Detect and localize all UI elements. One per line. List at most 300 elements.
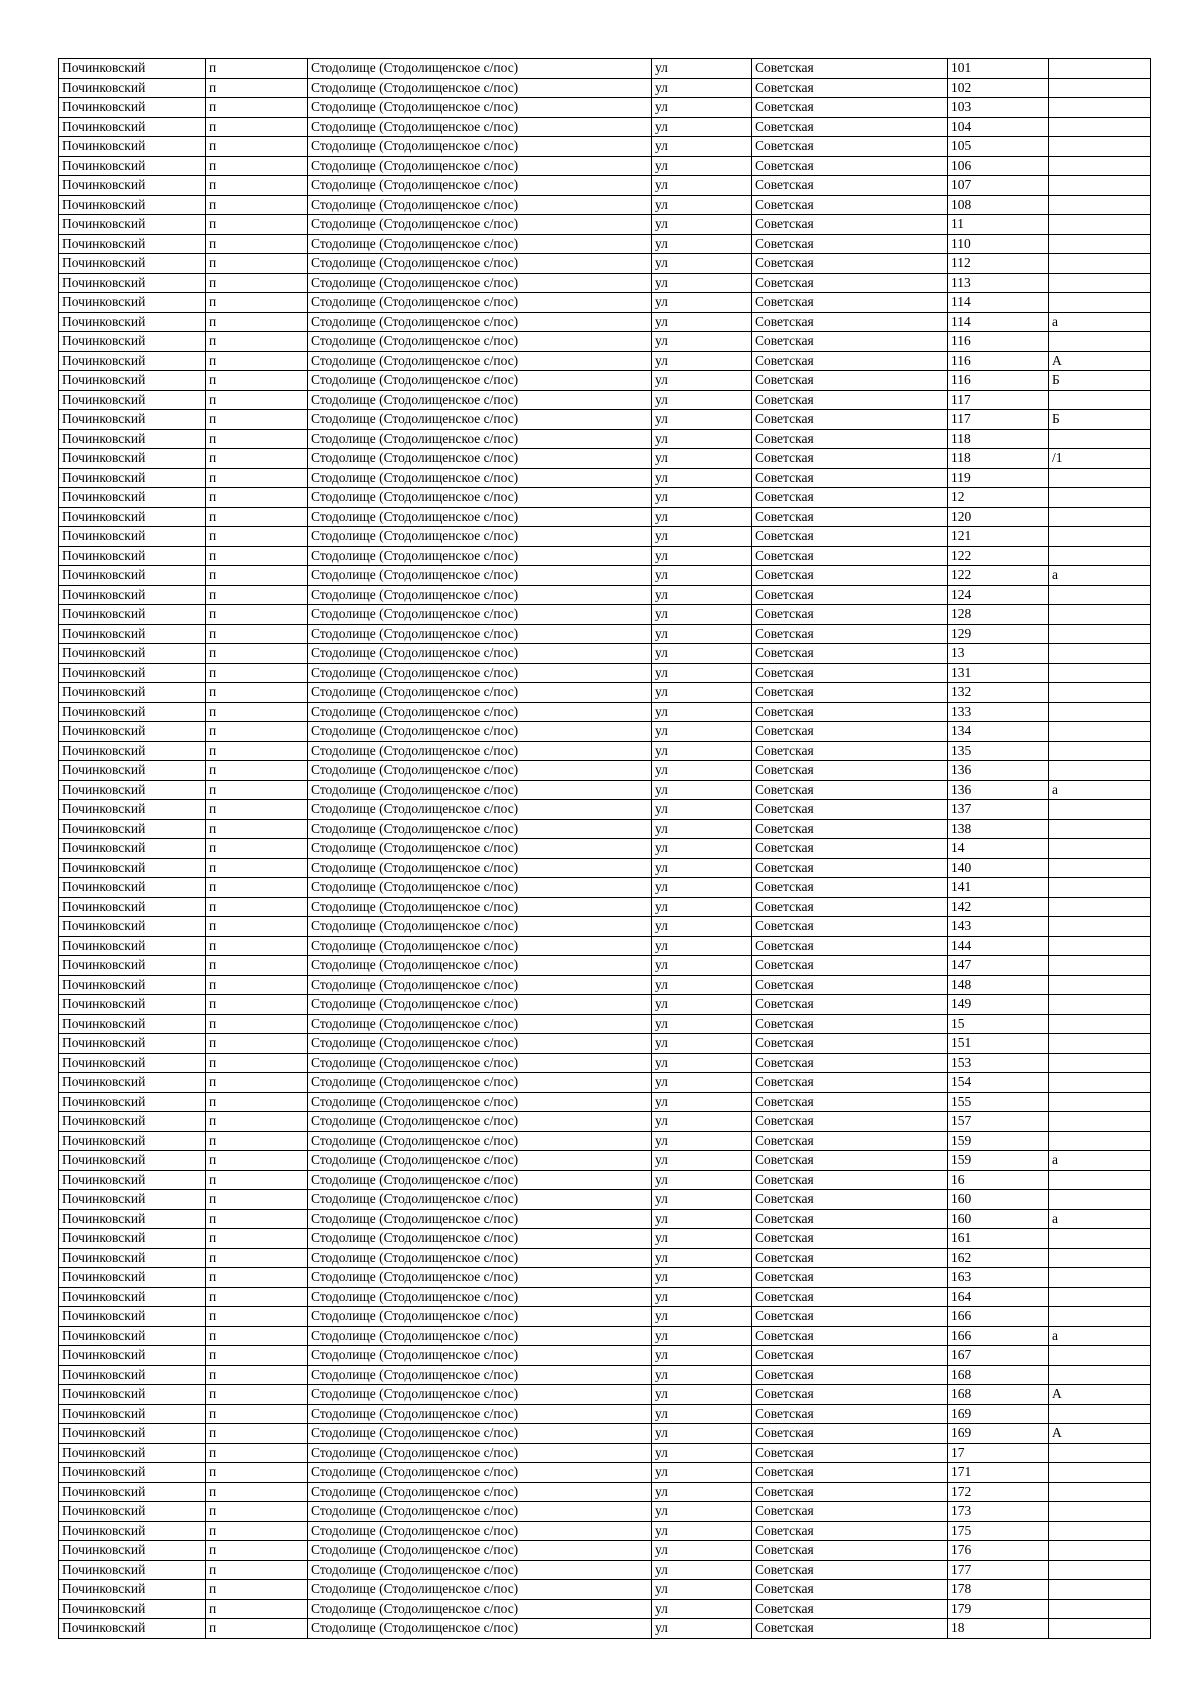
cell-house: 166	[948, 1326, 1049, 1346]
cell-letter	[1049, 995, 1151, 1015]
cell-street: Советская	[752, 1424, 948, 1444]
table-row	[59, 390, 1151, 410]
cell-street-type: ул	[652, 1287, 752, 1307]
cell-street-type: ул	[652, 1404, 752, 1424]
cell-letter	[1049, 741, 1151, 761]
cell-locality-type: п	[206, 1385, 308, 1405]
cell-district: Починковский	[59, 1229, 206, 1249]
cell-locality: Стодолище (Стодолищенское с/пос)	[308, 410, 652, 430]
cell-locality-type: п	[206, 1092, 308, 1112]
cell-street-type: ул	[652, 1541, 752, 1561]
cell-house: 140	[948, 858, 1049, 878]
cell-street: Советская	[752, 1560, 948, 1580]
cell-letter	[1049, 585, 1151, 605]
table-row	[59, 351, 1151, 371]
cell-district: Починковский	[59, 839, 206, 859]
cell-street-type: ул	[652, 351, 752, 371]
cell-letter	[1049, 429, 1151, 449]
table-row	[59, 1131, 1151, 1151]
cell-street-type: ул	[652, 1092, 752, 1112]
table-row	[59, 98, 1151, 118]
cell-street: Советская	[752, 1541, 948, 1561]
table-row	[59, 897, 1151, 917]
cell-locality-type: п	[206, 527, 308, 547]
cell-street: Советская	[752, 312, 948, 332]
cell-street-type: ул	[652, 1151, 752, 1171]
cell-letter: Б	[1049, 410, 1151, 430]
cell-street-type: ул	[652, 1463, 752, 1483]
cell-locality: Стодолище (Стодолищенское с/пос)	[308, 995, 652, 1015]
table-row	[59, 1229, 1151, 1249]
cell-district: Починковский	[59, 1404, 206, 1424]
table-row	[59, 839, 1151, 859]
cell-street: Советская	[752, 1385, 948, 1405]
cell-district: Починковский	[59, 332, 206, 352]
cell-house: 106	[948, 156, 1049, 176]
cell-locality: Стодолище (Стодолищенское с/пос)	[308, 332, 652, 352]
cell-district: Починковский	[59, 1092, 206, 1112]
cell-street: Советская	[752, 1346, 948, 1366]
cell-district: Починковский	[59, 195, 206, 215]
cell-district: Починковский	[59, 254, 206, 274]
cell-street-type: ул	[652, 566, 752, 586]
cell-house: 129	[948, 624, 1049, 644]
cell-locality: Стодолище (Стодолищенское с/пос)	[308, 273, 652, 293]
table-row	[59, 1014, 1151, 1034]
cell-street-type: ул	[652, 1619, 752, 1639]
cell-house: 169	[948, 1404, 1049, 1424]
cell-district: Починковский	[59, 1560, 206, 1580]
cell-locality: Стодолище (Стодолищенское с/пос)	[308, 546, 652, 566]
table-row	[59, 176, 1151, 196]
table-row	[59, 1541, 1151, 1561]
cell-letter	[1049, 819, 1151, 839]
cell-street-type: ул	[652, 215, 752, 235]
cell-street-type: ул	[652, 1365, 752, 1385]
cell-letter	[1049, 644, 1151, 664]
cell-street: Советская	[752, 1248, 948, 1268]
table-row	[59, 1326, 1151, 1346]
table-row	[59, 59, 1151, 79]
cell-letter	[1049, 1014, 1151, 1034]
cell-locality-type: п	[206, 390, 308, 410]
cell-street: Советская	[752, 1268, 948, 1288]
table-row	[59, 1268, 1151, 1288]
table-row	[59, 1482, 1151, 1502]
cell-street-type: ул	[652, 1326, 752, 1346]
table-row	[59, 995, 1151, 1015]
cell-district: Починковский	[59, 488, 206, 508]
cell-street: Советская	[752, 1619, 948, 1639]
table-row	[59, 819, 1151, 839]
cell-district: Починковский	[59, 1365, 206, 1385]
cell-locality-type: п	[206, 293, 308, 313]
cell-house: 122	[948, 566, 1049, 586]
cell-house: 13	[948, 644, 1049, 664]
cell-locality: Стодолище (Стодолищенское с/пос)	[308, 1073, 652, 1093]
cell-locality: Стодолище (Стодолищенское с/пос)	[308, 156, 652, 176]
cell-street: Советская	[752, 995, 948, 1015]
cell-locality: Стодолище (Стодолищенское с/пос)	[308, 215, 652, 235]
cell-locality: Стодолище (Стодолищенское с/пос)	[308, 975, 652, 995]
table-row	[59, 429, 1151, 449]
cell-locality-type: п	[206, 371, 308, 391]
cell-locality: Стодолище (Стодолищенское с/пос)	[308, 917, 652, 937]
cell-street: Советская	[752, 800, 948, 820]
cell-house: 133	[948, 702, 1049, 722]
cell-street-type: ул	[652, 1560, 752, 1580]
cell-street: Советская	[752, 507, 948, 527]
cell-locality: Стодолище (Стодолищенское с/пос)	[308, 1229, 652, 1249]
cell-street: Советская	[752, 1443, 948, 1463]
cell-district: Починковский	[59, 1619, 206, 1639]
cell-house: 153	[948, 1053, 1049, 1073]
cell-district: Починковский	[59, 312, 206, 332]
table-row	[59, 507, 1151, 527]
cell-locality: Стодолище (Стодолищенское с/пос)	[308, 137, 652, 157]
cell-locality-type: п	[206, 1287, 308, 1307]
cell-district: Починковский	[59, 137, 206, 157]
cell-locality-type: п	[206, 59, 308, 79]
cell-street-type: ул	[652, 644, 752, 664]
table-row	[59, 1580, 1151, 1600]
cell-letter	[1049, 975, 1151, 995]
cell-house: 179	[948, 1599, 1049, 1619]
cell-street-type: ул	[652, 1248, 752, 1268]
cell-house: 102	[948, 78, 1049, 98]
cell-house: 118	[948, 429, 1049, 449]
table-row	[59, 1521, 1151, 1541]
cell-street: Советская	[752, 663, 948, 683]
cell-locality: Стодолище (Стодолищенское с/пос)	[308, 1580, 652, 1600]
cell-house: 144	[948, 936, 1049, 956]
cell-street-type: ул	[652, 936, 752, 956]
table-row	[59, 800, 1151, 820]
table-row	[59, 585, 1151, 605]
table-row	[59, 975, 1151, 995]
cell-letter	[1049, 78, 1151, 98]
cell-letter	[1049, 897, 1151, 917]
cell-district: Починковский	[59, 1190, 206, 1210]
table-row	[59, 371, 1151, 391]
cell-locality: Стодолище (Стодолищенское с/пос)	[308, 488, 652, 508]
cell-locality-type: п	[206, 176, 308, 196]
cell-house: 176	[948, 1541, 1049, 1561]
cell-letter	[1049, 917, 1151, 937]
cell-letter	[1049, 273, 1151, 293]
cell-district: Починковский	[59, 761, 206, 781]
cell-street: Советская	[752, 1287, 948, 1307]
table-row	[59, 1092, 1151, 1112]
cell-locality-type: п	[206, 1307, 308, 1327]
cell-street-type: ул	[652, 488, 752, 508]
cell-locality-type: п	[206, 995, 308, 1015]
cell-street: Советская	[752, 1404, 948, 1424]
cell-locality: Стодолище (Стодолищенское с/пос)	[308, 390, 652, 410]
cell-district: Починковский	[59, 1014, 206, 1034]
cell-street: Советская	[752, 332, 948, 352]
cell-district: Починковский	[59, 1541, 206, 1561]
cell-letter	[1049, 878, 1151, 898]
cell-district: Починковский	[59, 702, 206, 722]
cell-street: Советская	[752, 917, 948, 937]
cell-letter: а	[1049, 312, 1151, 332]
cell-street-type: ул	[652, 995, 752, 1015]
cell-district: Починковский	[59, 1034, 206, 1054]
table-row	[59, 488, 1151, 508]
cell-locality: Стодолище (Стодолищенское с/пос)	[308, 468, 652, 488]
cell-locality-type: п	[206, 1424, 308, 1444]
cell-letter: /1	[1049, 449, 1151, 469]
cell-locality: Стодолище (Стодолищенское с/пос)	[308, 800, 652, 820]
cell-locality-type: п	[206, 1209, 308, 1229]
cell-locality-type: п	[206, 1560, 308, 1580]
table-row	[59, 1619, 1151, 1639]
cell-house: 141	[948, 878, 1049, 898]
cell-street-type: ул	[652, 1599, 752, 1619]
cell-letter	[1049, 1268, 1151, 1288]
cell-street: Советская	[752, 702, 948, 722]
cell-district: Починковский	[59, 527, 206, 547]
cell-house: 167	[948, 1346, 1049, 1366]
cell-letter	[1049, 800, 1151, 820]
cell-street-type: ул	[652, 1073, 752, 1093]
cell-letter	[1049, 488, 1151, 508]
table-row	[59, 195, 1151, 215]
cell-locality: Стодолище (Стодолищенское с/пос)	[308, 1541, 652, 1561]
cell-letter	[1049, 1541, 1151, 1561]
cell-letter	[1049, 839, 1151, 859]
cell-district: Починковский	[59, 351, 206, 371]
cell-district: Починковский	[59, 878, 206, 898]
cell-locality-type: п	[206, 722, 308, 742]
cell-house: 175	[948, 1521, 1049, 1541]
cell-locality: Стодолище (Стодолищенское с/пос)	[308, 1326, 652, 1346]
cell-locality-type: п	[206, 1482, 308, 1502]
cell-locality-type: п	[206, 1326, 308, 1346]
cell-locality: Стодолище (Стодолищенское с/пос)	[308, 1521, 652, 1541]
cell-house: 134	[948, 722, 1049, 742]
cell-street: Советская	[752, 410, 948, 430]
cell-locality-type: п	[206, 429, 308, 449]
cell-letter	[1049, 293, 1151, 313]
cell-street: Советская	[752, 98, 948, 118]
cell-district: Починковский	[59, 995, 206, 1015]
cell-house: 143	[948, 917, 1049, 937]
cell-locality-type: п	[206, 1248, 308, 1268]
cell-letter	[1049, 1560, 1151, 1580]
cell-street-type: ул	[652, 254, 752, 274]
cell-house: 128	[948, 605, 1049, 625]
cell-district: Починковский	[59, 371, 206, 391]
table-row	[59, 683, 1151, 703]
cell-locality-type: п	[206, 897, 308, 917]
cell-letter: А	[1049, 1424, 1151, 1444]
cell-street-type: ул	[652, 117, 752, 137]
cell-locality-type: п	[206, 195, 308, 215]
cell-house: 116	[948, 371, 1049, 391]
table-row	[59, 1502, 1151, 1522]
cell-locality: Стодолище (Стодолищенское с/пос)	[308, 98, 652, 118]
cell-letter	[1049, 1287, 1151, 1307]
cell-locality-type: п	[206, 1190, 308, 1210]
cell-letter	[1049, 195, 1151, 215]
cell-street-type: ул	[652, 156, 752, 176]
cell-locality-type: п	[206, 936, 308, 956]
cell-locality: Стодолище (Стодолищенское с/пос)	[308, 1014, 652, 1034]
cell-locality: Стодолище (Стодолищенское с/пос)	[308, 1209, 652, 1229]
cell-locality: Стодолище (Стодолищенское с/пос)	[308, 59, 652, 79]
cell-letter	[1049, 527, 1151, 547]
cell-locality: Стодолище (Стодолищенское с/пос)	[308, 741, 652, 761]
cell-locality-type: п	[206, 332, 308, 352]
cell-letter	[1049, 624, 1151, 644]
cell-street: Советская	[752, 254, 948, 274]
cell-street-type: ул	[652, 137, 752, 157]
cell-locality: Стодолище (Стодолищенское с/пос)	[308, 234, 652, 254]
address-table	[58, 58, 1151, 1639]
cell-district: Починковский	[59, 663, 206, 683]
cell-house: 137	[948, 800, 1049, 820]
cell-street-type: ул	[652, 1053, 752, 1073]
cell-street: Советская	[752, 1580, 948, 1600]
cell-street: Советская	[752, 137, 948, 157]
cell-street: Советская	[752, 1170, 948, 1190]
cell-district: Починковский	[59, 1209, 206, 1229]
cell-locality: Стодолище (Стодолищенское с/пос)	[308, 1131, 652, 1151]
cell-street: Советская	[752, 1073, 948, 1093]
table-row	[59, 293, 1151, 313]
table-row	[59, 449, 1151, 469]
table-row	[59, 1209, 1151, 1229]
cell-locality-type: п	[206, 605, 308, 625]
cell-house: 18	[948, 1619, 1049, 1639]
cell-letter	[1049, 98, 1151, 118]
table-row	[59, 624, 1151, 644]
cell-locality: Стодолище (Стодолищенское с/пос)	[308, 644, 652, 664]
cell-house: 147	[948, 956, 1049, 976]
table-row	[59, 312, 1151, 332]
cell-street-type: ул	[652, 1385, 752, 1405]
cell-street-type: ул	[652, 897, 752, 917]
cell-house: 132	[948, 683, 1049, 703]
cell-locality: Стодолище (Стодолищенское с/пос)	[308, 351, 652, 371]
cell-letter	[1049, 1073, 1151, 1093]
cell-street-type: ул	[652, 1112, 752, 1132]
cell-street-type: ул	[652, 780, 752, 800]
cell-street: Советская	[752, 878, 948, 898]
cell-street-type: ул	[652, 722, 752, 742]
cell-letter	[1049, 1580, 1151, 1600]
cell-district: Починковский	[59, 780, 206, 800]
cell-district: Починковский	[59, 683, 206, 703]
cell-locality-type: п	[206, 312, 308, 332]
cell-locality-type: п	[206, 1151, 308, 1171]
cell-locality: Стодолище (Стодолищенское с/пос)	[308, 780, 652, 800]
cell-locality: Стодолище (Стодолищенское с/пос)	[308, 429, 652, 449]
cell-locality: Стодолище (Стодолищенское с/пос)	[308, 1092, 652, 1112]
cell-letter	[1049, 1248, 1151, 1268]
cell-district: Починковский	[59, 1131, 206, 1151]
cell-street-type: ул	[652, 546, 752, 566]
cell-house: 162	[948, 1248, 1049, 1268]
cell-street-type: ул	[652, 1307, 752, 1327]
cell-house: 142	[948, 897, 1049, 917]
cell-letter: а	[1049, 1209, 1151, 1229]
cell-district: Починковский	[59, 1112, 206, 1132]
cell-locality: Стодолище (Стодолищенское с/пос)	[308, 254, 652, 274]
cell-street-type: ул	[652, 1170, 752, 1190]
cell-letter	[1049, 761, 1151, 781]
cell-house: 161	[948, 1229, 1049, 1249]
cell-street-type: ул	[652, 429, 752, 449]
cell-locality: Стодолище (Стодолищенское с/пос)	[308, 195, 652, 215]
cell-locality-type: п	[206, 546, 308, 566]
cell-house: 164	[948, 1287, 1049, 1307]
cell-district: Починковский	[59, 722, 206, 742]
cell-locality-type: п	[206, 956, 308, 976]
cell-letter	[1049, 117, 1151, 137]
cell-street-type: ул	[652, 1346, 752, 1366]
cell-house: 154	[948, 1073, 1049, 1093]
cell-house: 108	[948, 195, 1049, 215]
cell-house: 178	[948, 1580, 1049, 1600]
cell-locality-type: п	[206, 1502, 308, 1522]
cell-locality: Стодолище (Стодолищенское с/пос)	[308, 507, 652, 527]
cell-house: 122	[948, 546, 1049, 566]
table-row	[59, 1248, 1151, 1268]
cell-district: Починковский	[59, 273, 206, 293]
cell-street: Советская	[752, 468, 948, 488]
cell-house: 15	[948, 1014, 1049, 1034]
cell-street: Советская	[752, 1151, 948, 1171]
cell-street-type: ул	[652, 449, 752, 469]
cell-letter	[1049, 1112, 1151, 1132]
cell-street: Советская	[752, 956, 948, 976]
cell-locality-type: п	[206, 878, 308, 898]
cell-district: Починковский	[59, 507, 206, 527]
cell-locality: Стодолище (Стодолищенское с/пос)	[308, 1287, 652, 1307]
cell-street: Советская	[752, 722, 948, 742]
cell-street: Советская	[752, 215, 948, 235]
table-row	[59, 1170, 1151, 1190]
cell-district: Починковский	[59, 1424, 206, 1444]
cell-district: Починковский	[59, 1073, 206, 1093]
cell-locality: Стодолище (Стодолищенское с/пос)	[308, 683, 652, 703]
cell-district: Починковский	[59, 1307, 206, 1327]
table-row	[59, 234, 1151, 254]
cell-locality: Стодолище (Стодолищенское с/пос)	[308, 566, 652, 586]
cell-locality: Стодолище (Стодолищенское с/пос)	[308, 702, 652, 722]
cell-locality: Стодолище (Стодолищенское с/пос)	[308, 1463, 652, 1483]
table-row	[59, 741, 1151, 761]
cell-locality-type: п	[206, 1053, 308, 1073]
cell-house: 124	[948, 585, 1049, 605]
cell-street-type: ул	[652, 1190, 752, 1210]
cell-house: 14	[948, 839, 1049, 859]
cell-district: Починковский	[59, 819, 206, 839]
cell-letter	[1049, 254, 1151, 274]
cell-street: Советская	[752, 858, 948, 878]
cell-house: 16	[948, 1170, 1049, 1190]
cell-district: Починковский	[59, 117, 206, 137]
cell-street-type: ул	[652, 878, 752, 898]
cell-letter: а	[1049, 1151, 1151, 1171]
cell-locality-type: п	[206, 566, 308, 586]
cell-locality-type: п	[206, 137, 308, 157]
cell-street: Советская	[752, 449, 948, 469]
cell-district: Починковский	[59, 1053, 206, 1073]
